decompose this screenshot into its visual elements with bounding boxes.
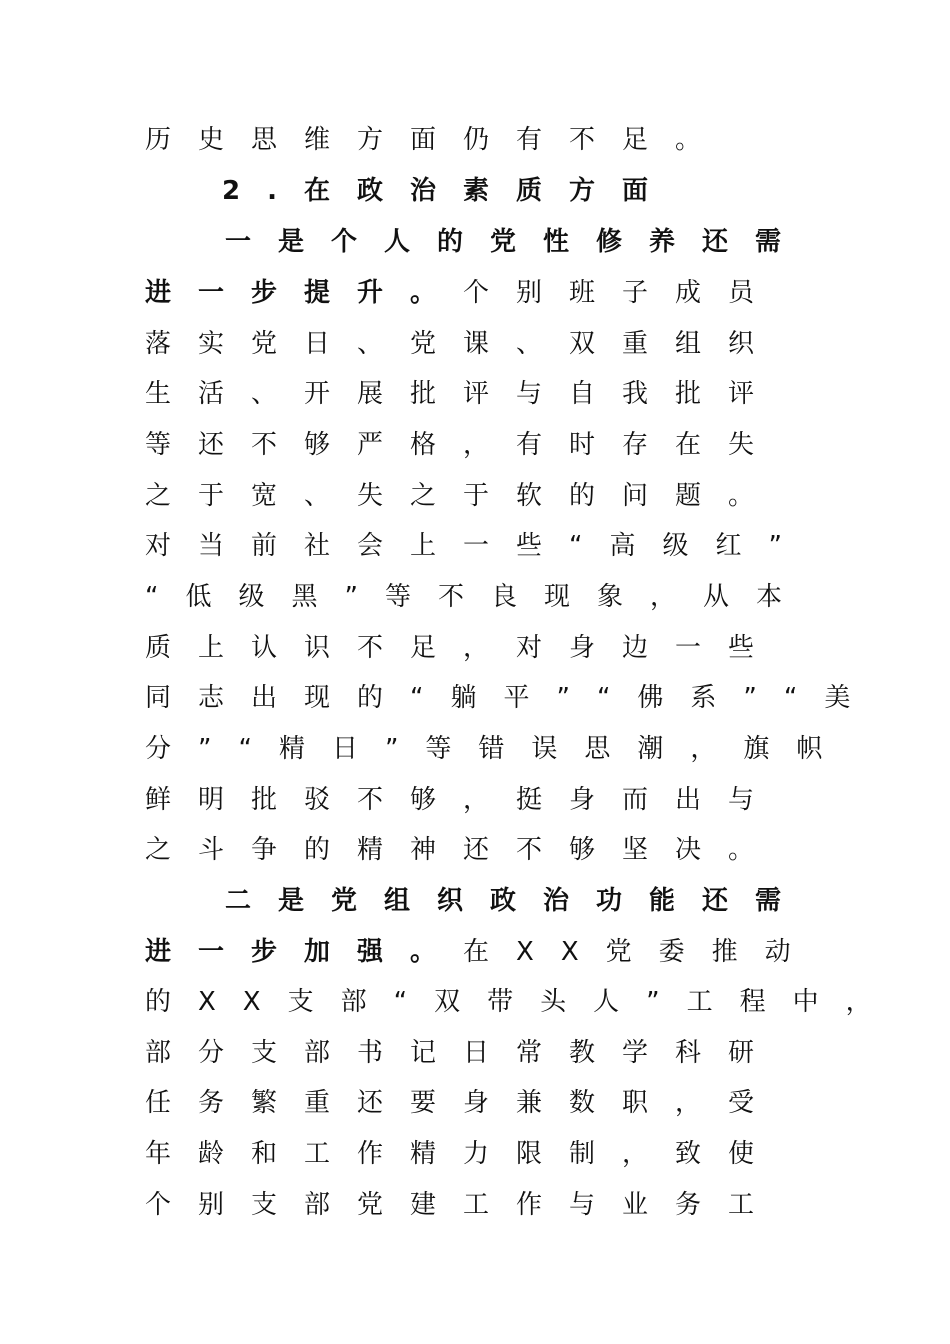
- subheading-tail: 进一步加强。: [145, 937, 464, 967]
- paragraph-line: 生活、开展批评与自我批评: [145, 379, 782, 409]
- paragraph-line: 落实党日、党课、双重组织: [145, 329, 782, 359]
- paragraph-text: 个别班子成员: [463, 278, 782, 308]
- paragraph-line: 等还不够严格，有时存在失: [145, 430, 782, 460]
- paragraph-line: 历史思维方面仍有不足。: [145, 125, 729, 155]
- paragraph-line: 对当前社会上一些“高级红”: [145, 531, 809, 561]
- paragraph-line: 个别支部党建工作与业务工: [145, 1190, 782, 1220]
- mixed-line: [145, 932, 818, 972]
- subheading-tail: 进一步提升。: [145, 278, 464, 308]
- paragraph-line: 的XX支部“双带头人”工程中，: [145, 987, 899, 1017]
- paragraph-line: 年龄和工作精力限制，致使: [145, 1139, 782, 1169]
- paragraph-line: 鲜明批驳不够，挺身而出与: [145, 785, 782, 815]
- paragraph-line: 任务繁重还要身兼数职，受: [145, 1088, 782, 1118]
- subheading-line: 一是个人的党性修养还需: [225, 227, 809, 257]
- paragraph-text: 在XX党委推动: [463, 937, 818, 967]
- paragraph-line: 之于宽、失之于软的问题。: [145, 481, 782, 511]
- paragraph-line: 分”“精日”等错误思潮，旗帜: [145, 734, 850, 764]
- paragraph-line: “低级黑”等不良现象，从本: [145, 582, 809, 612]
- paragraph-line: 部分支部书记日常教学科研: [145, 1038, 782, 1068]
- mixed-line: [145, 273, 781, 313]
- paragraph-line: 之斗争的精神还不够坚决。: [145, 835, 782, 865]
- section-heading: 2.在政治素质方面: [222, 176, 675, 206]
- paragraph-line: 质上认识不足，对身边一些: [145, 633, 782, 663]
- paragraph-line: 同志出现的“躺平”“佛系”“美: [145, 683, 878, 713]
- subheading-line: 二是党组织政治功能还需: [225, 886, 809, 916]
